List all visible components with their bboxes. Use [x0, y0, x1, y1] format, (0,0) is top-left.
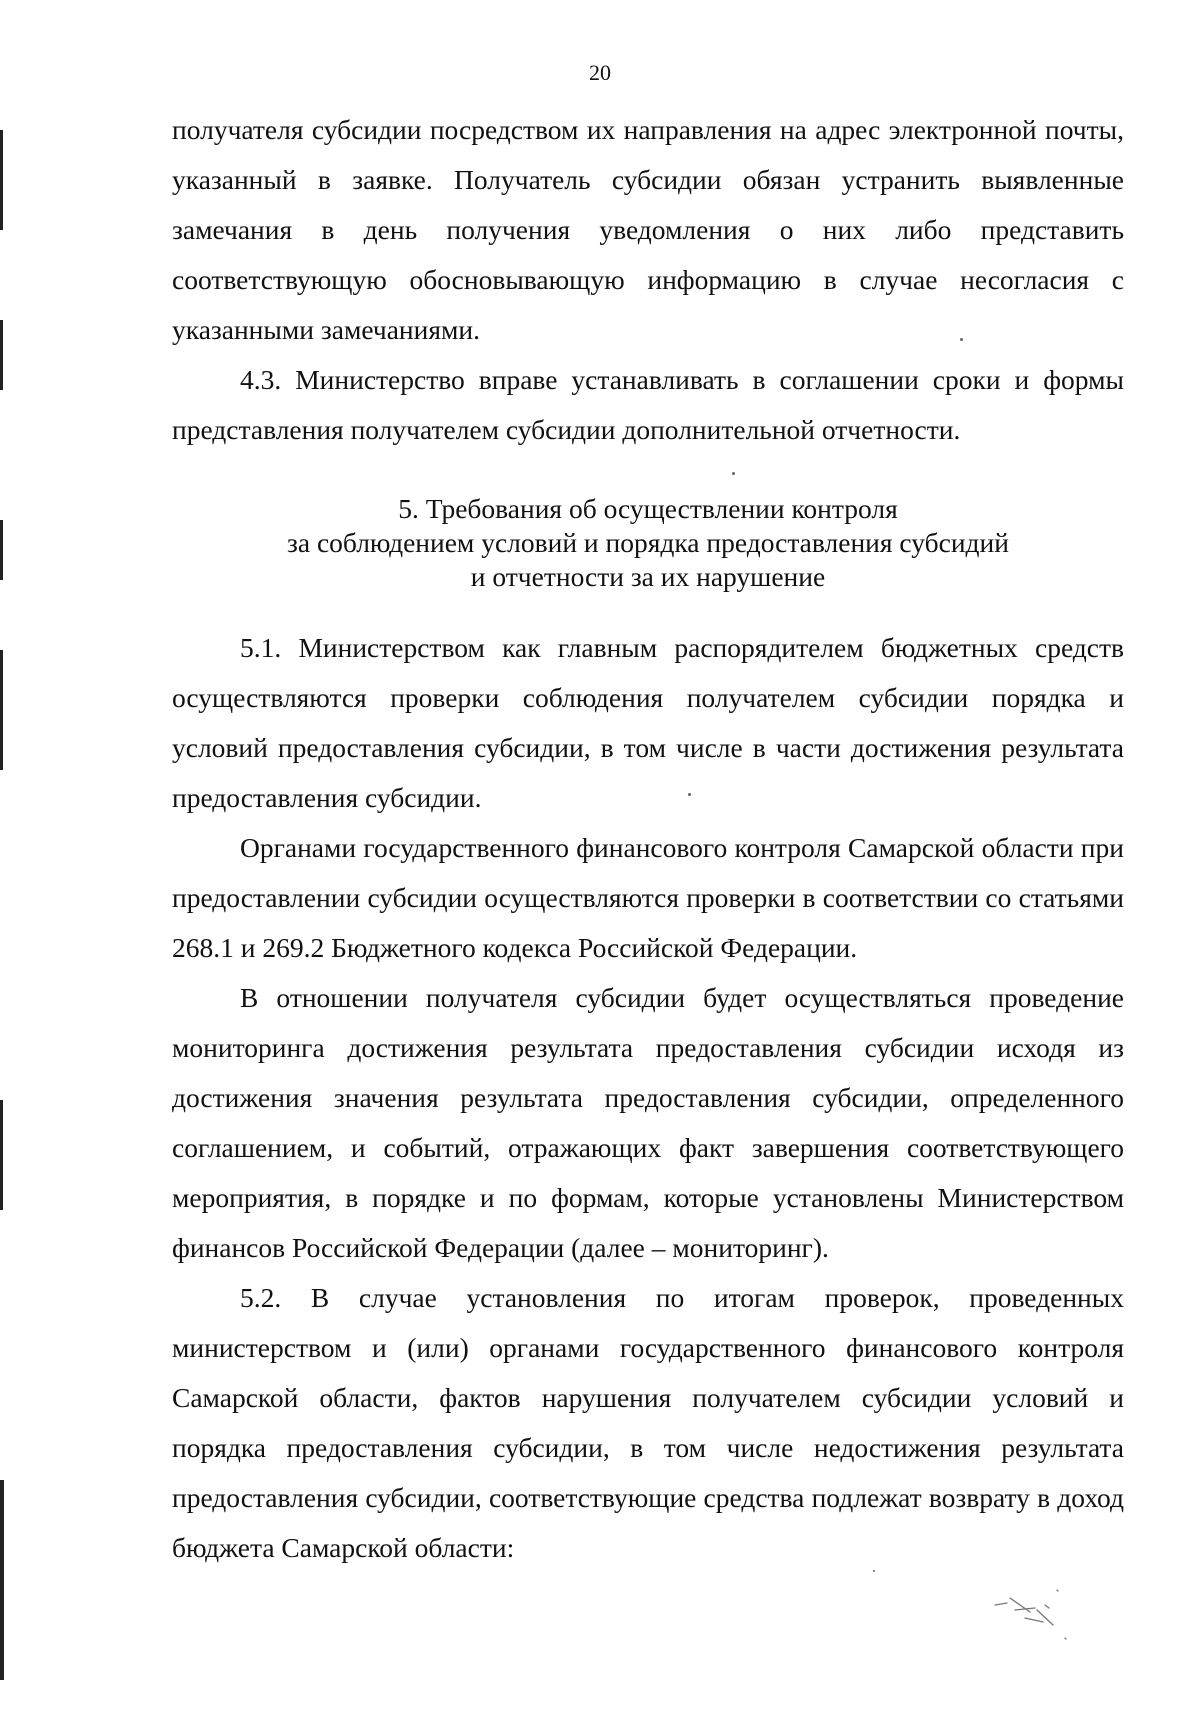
scan-edge-mark	[0, 130, 3, 230]
scan-edge-mark	[0, 650, 3, 770]
section-heading-line: за соблюдением условий и порядка предоставления субсидий	[287, 527, 1009, 558]
section-heading-line: и отчетности за их нарушение	[470, 561, 826, 592]
scan-speck	[960, 338, 963, 341]
paragraph-state-control: Органами государственного финансового контроля Самарской области при предоставлении субсидии осуществляются проверки в соответствии со статьями 268.1 и 269.2 Бюджетного кодекса Российской Федерации.	[172, 832, 1124, 963]
paragraph-monitoring: В отношении получателя субсидии будет осуществляться проведение мониторинга достижения результата предоставления субсидии исходя из достижения значения результата предоставления субсидии, определенного соглашением, и событий, отражающих факт завершения соответствующего мероприятия, в порядке и по формам, которые установлены Министерством финансов Российской Федерации (далее – мониторинг).	[172, 982, 1124, 1263]
page-number: 20	[589, 60, 611, 85]
scan-edge-mark	[0, 1100, 3, 1210]
scan-speck	[688, 793, 691, 796]
pencil-mark-icon	[985, 1570, 1075, 1650]
paragraph-5-2: 5.2. В случае установления по итогам проверок, проведенных министерством и (или) органами государственного финансового контроля Самарской области, фактов нарушения получателем субсидии условий и порядка предоставления субсидии, в том числе недостижения результата предоставления субсидии, соответствующие средства подлежат возврату в доход бюджета Самарской области:	[172, 1282, 1124, 1563]
paragraph-continuation: получателя субсидии посредством их направления на адрес электронной почты, указанный в заявке. Получатель субсидии обязан устранить выявленные замечания в день получения уведомления о них либо представить соответствующую обосновывающую информацию в случае несогласия с указанными замечаниями.	[172, 114, 1124, 345]
scan-edge-mark	[0, 1480, 4, 1680]
scan-edge-mark	[0, 320, 3, 390]
section-heading-line: 5. Требования об осуществлении контроля	[398, 493, 898, 524]
scan-speck	[732, 472, 735, 475]
paragraph-5-1: 5.1. Министерством как главным распорядителем бюджетных средств осуществляются проверки соблюдения получателем субсидии порядка и условий предоставления субсидии, в том числе в части достижения результата предоставления субсидии.	[172, 632, 1124, 813]
section-heading	[172, 492, 1124, 594]
paragraph-4-3: 4.3. Министерство вправе устанавливать в соглашении сроки и формы представления получателем субсидии дополнительной отчетности.	[172, 364, 1124, 445]
scan-speck	[873, 1570, 875, 1572]
scan-edge-mark	[0, 520, 3, 580]
